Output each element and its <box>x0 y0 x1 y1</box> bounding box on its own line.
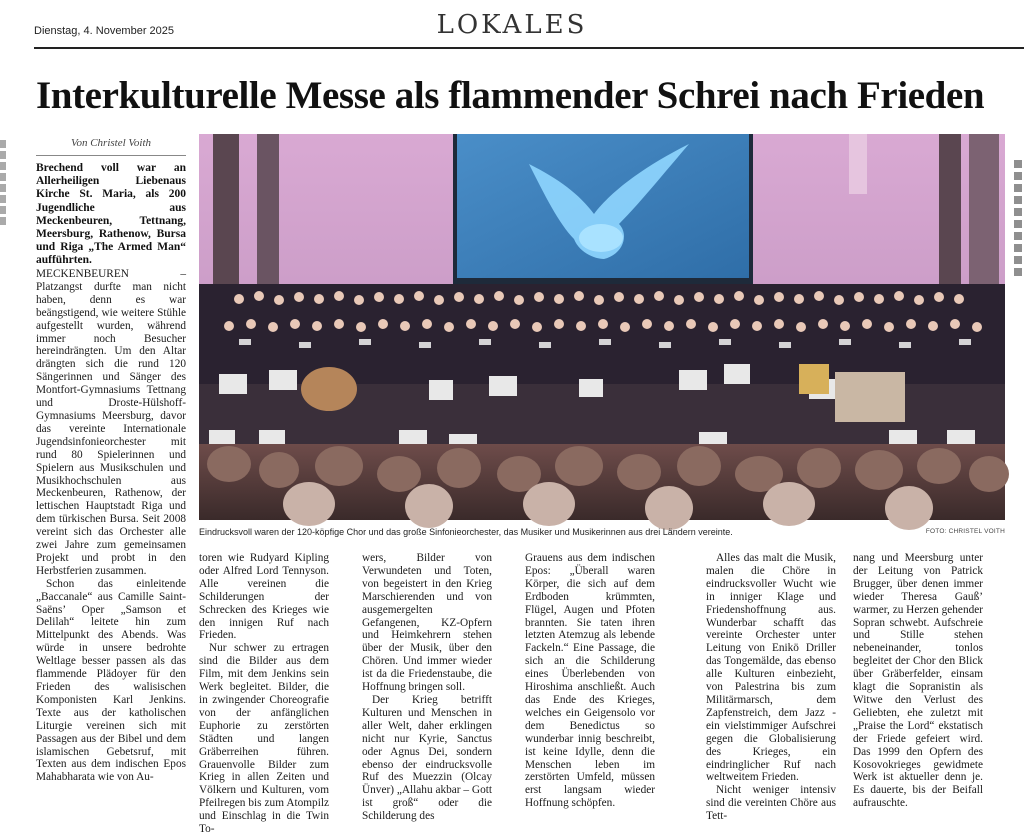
paragraph: Grauens aus dem indischen Epos: „Überall waren Körper, die sich auf dem Erdboden krümmten, Flügel, Augen und Pfoten brannten. Sie taten ihren letzten Atemzug als lebende Fackeln.“ Eine Passage, die sich an die Schilderung eines Überlebenden von Hiroshima anschließt. Auch das Ende des Krieges, welches ein Geigensolo vor dem Benedictus so wunderbar innig beschreibt, ist keine Idylle, denn die Menschen leben im zerstörten Umfeld, müssen erst langsam wieder Hoffnung schöpfen. <box>525 552 655 810</box>
issue-date: Dienstag, 4. November 2025 <box>34 25 175 37</box>
body-column-2 <box>199 552 329 836</box>
concert-photo-illustration <box>199 134 1005 520</box>
article-headline: Interkulturelle Messe als flammender Schrei nach Frieden <box>36 74 985 117</box>
paragraph: MECKENBEUREN – Platzangst durfte man nicht haben, denn es war beängstigend, wie weitere Stühle aufgestellt wurden, während immer noch Besucher hereindrängten. Um den Altar drängten sich die rund 120 Sängerinnen und Sänger des Montfort-Gymnasiums Tettnang und Droste-Hülshoff-Gymnasiums Meersburg, davor das vereinte Internationale Jugendsinfonieorchester mit rund 80 Spielerinnen und Spielern aus Musikschulen und Musikhochschulen aus Meckenbeuren, Rathenow, der lettischen Hauptstadt Riga und dem türkischen Bursa. Seit 2008 vereint sich das Orchester alle zwei Jahre zum gemeinsamen Projekt und probt in den Herbstferien zusammen. <box>36 268 186 577</box>
paragraph: Nur schwer zu ertragen sind die Bilder aus dem Film, mit dem Jenkins sein Werk begleitet. Bilder, die in zwingender Choreografie von der anfänglichen Euphorie zu zerstörten Städten und langen Gräberreihen führen. Grauenvolle Bilder zum Krieg in allen Zeiten und Völkern und Kulturen, vom Pfeilregen bis zum Atompilz und Einschlag in die Twin To- <box>199 642 329 836</box>
body-column-6 <box>853 552 984 810</box>
right-neighbor-column-edge <box>1014 160 1024 780</box>
left-neighbor-column-edge <box>0 140 8 780</box>
paragraph: nang und Meersburg unter der Leitung von Patrick Brugger, über denen immer wieder Theresa Gauß’ warmer, zu Herzen gehender Sopran schwebt. Aufschreie und Stille stehen nebeneinander, tonlos begleitet der Chor den Blick über Gräberfelder, einsam klagt die Sopranistin als Witwe den Verlust des Geliebten, ehe zuletzt mit „Praise the Lord“ ekstatisch der Friede gefeiert wird. Das 1999 den Opfern des Kosovokrieges gewidmete Werk ist aktueller denn je. Es dauerte, bis der Beifall aufrauschte. <box>853 552 984 810</box>
article-lead: Brechend voll war an Allerheiligen Liebenaus Kirche St. Maria, als 200 Jugendliche aus Meckenbeuren, Tettnang, Meersburg, Rathenow, Bursa und Riga „The Armed Man“ aufführten. <box>36 162 186 267</box>
paragraph: Schon das einleitende „Baccanale“ aus Camille Saint-Saëns’ Oper „Samson et Delilah“ leitete hin zum Mittelpunkt des Abends. Was würde in unsere bedrohte Weltlage besser passen als das flammende Plädoyer für den Frieden des walisischen Komponisten Karl Jenkins. Texte aus der katholischen Liturgie vereinen sich mit Passagen aus der Bibel und dem islamischen Gebetsruf, mit Texten aus dem indischen Epos Mahabharata wie von Au- <box>36 577 186 784</box>
body-column-3 <box>362 552 492 823</box>
body-column-4 <box>525 552 655 810</box>
concert-photo <box>199 134 1005 520</box>
body-column-1 <box>36 268 186 784</box>
masthead-rule <box>34 47 1024 49</box>
paragraph: Der Krieg betrifft Kulturen und Menschen in aller Welt, daher erklingen nicht nur Kyrie, Sanctus oder Agnus Dei, sondern ebenso der eindrucksvolle Ruf des Muezzin (Olcay Ünver) „Allahu akbar – Gott ist groß“ oder die Schilderung des <box>362 693 492 823</box>
paragraph: Nicht weniger intensiv sind die vereinten Chöre aus Tett- <box>706 784 836 823</box>
paragraph: wers, Bilder von Verwundeten und Toten, von begeistert in den Krieg Marschierenden und von ausgemergelten Gefangenen, KZ-Opfern und Heimkehrern stehen über der Musik, über den Chören. Und immer wieder ist da die Friedenstaube, die Hoffnung bringen soll. <box>362 552 492 694</box>
paragraph: Alles das malt die Musik, malen die Chöre in eindrucksvoller Wucht wie in inniger Klage und Friedenshoffnung aus. Wunderbar schafft das vereinte Orchester unter Leitung von Enikö Driller das Tongemälde, das ebenso alle Kulturen einbezieht, von Palestrina bis zum Militärmarsch, dem Zapfenstreich, dem Jazz - ein vielstimmiger Aufschrei gegen die Globalisierung des Krieges, ein eindringlicher Ruf nach weltweitem Frieden. <box>706 552 836 784</box>
body-column-5 <box>706 552 836 823</box>
section-title: LOKALES <box>436 10 588 40</box>
byline: Von Christel Voith <box>70 137 152 149</box>
paragraph: toren wie Rudyard Kipling oder Alfred Lord Tennyson. Alle vereinen die Schilderungen der Schrecken des Krieges wie den innigen Ruf nach Frieden. <box>199 552 329 642</box>
photo-credit: FOTO: CHRISTEL VOITH <box>925 528 1005 535</box>
byline-divider <box>36 155 186 156</box>
photo-caption: Eindrucksvoll waren der 120-köpfige Chor und das große Sinfonieorchester, das Musiker und Musikerinnen aus drei Ländern vereinte. <box>199 527 733 537</box>
